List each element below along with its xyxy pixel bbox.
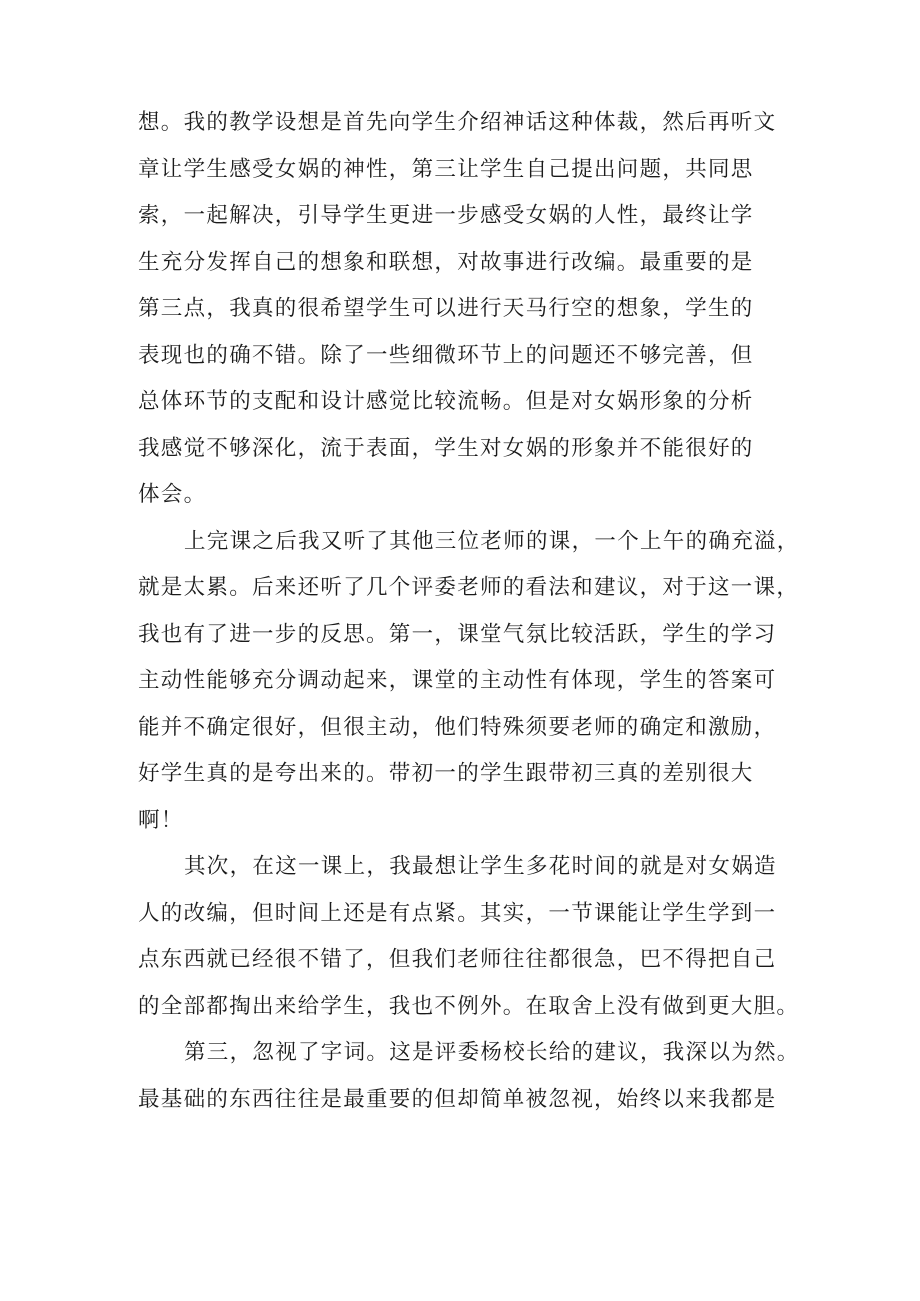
paragraph-first-line: 第三，忽视了字词。这是评委杨校长给的建议，我深以为然。: [184, 1040, 800, 1065]
text-line: 体会。: [138, 482, 207, 507]
text-line: 想。我的教学设想是首先向学生介绍神话这种体裁，然后再听文: [138, 110, 777, 135]
text-line: 的全部都掏出来给学生，我也不例外。在取舍上没有做到更大胆。: [138, 993, 800, 1019]
text-line: 索，一起解决，引导学生更进一步感受女娲的人性，最终让学: [138, 203, 754, 228]
text-line: 我也有了进一步的反思。第一，课堂气氛比较活跃，学生的学习: [138, 621, 777, 647]
text-line: 我感觉不够深化，流于表面，学生对女娲的形象并不能很好的: [138, 435, 754, 461]
text-line: 啊！: [138, 807, 184, 833]
body-text: [138, 100, 798, 1123]
text-line: 章让学生感受女娲的神性，第三让学生自己提出问题，共同思: [138, 156, 754, 182]
text-line: 生充分发挥自己的想象和联想，对故事进行改编。最重要的是: [138, 249, 754, 275]
paragraph-first-line: 上完课之后我又听了其他三位老师的课，一个上午的确充溢，: [184, 528, 800, 554]
text-line: 人的改编，但时间上还是有点紧。其实，一节课能让学生学到一: [138, 900, 777, 926]
text-line: 总体环节的支配和设计感觉比较流畅。但是对女娲形象的分析: [138, 389, 754, 414]
text-line: 最基础的东西往往是最重要的但却简单被忽视，始终以来我都是: [138, 1086, 777, 1112]
text-line: 好学生真的是夸出来的。带初一的学生跟带初三真的差别很大: [138, 761, 754, 786]
paragraph-first-line: 其次，在这一课上，我最想让学生多花时间的就是对女娲造: [184, 854, 777, 879]
text-line: 能并不确定很好，但很主动，他们特殊须要老师的确定和激励，: [138, 714, 777, 740]
text-line: 点东西就已经很不错了，但我们老师往往都很急，巴不得把自己: [138, 947, 777, 972]
text-line: 表现也的确不错。除了一些细微环节上的问题还不够完善，但: [138, 342, 754, 368]
text-line: 主动性能够充分调动起来，课堂的主动性有体现，学生的答案可: [138, 668, 777, 693]
text-line: 就是太累。后来还听了几个评委老师的看法和建议，对于这一课，: [138, 575, 800, 600]
text-line: 第三点，我真的很希望学生可以进行天马行空的想象，学生的: [138, 296, 754, 321]
